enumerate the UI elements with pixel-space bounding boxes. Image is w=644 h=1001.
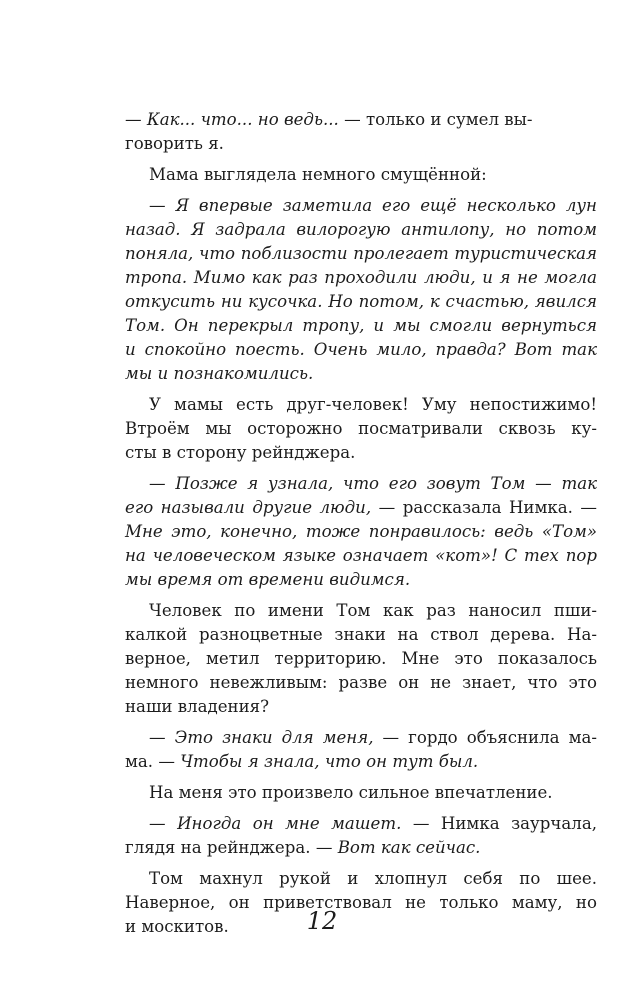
text-line [125, 695, 597, 719]
page-number: 12 [306, 907, 338, 935]
text-line [125, 496, 597, 520]
text-run: На меня это произвело сильное впечатление. [149, 783, 553, 802]
text-line [125, 544, 597, 568]
text-line [125, 726, 597, 750]
text-run: Мама выглядела немного смущённой: [149, 165, 487, 184]
text-run: — Иногда он мне машет. [149, 814, 402, 833]
text-run: глядя на рейнджера. — [125, 838, 333, 857]
text-run: — только и сумел вы- [338, 110, 533, 129]
text-run: — Я впервые заметила его ещё несколько лун [149, 196, 597, 215]
text-line [125, 568, 597, 592]
text-line [125, 671, 597, 695]
text-line [125, 472, 597, 496]
text-line [125, 132, 597, 156]
text-run: и москитов. [125, 917, 229, 936]
text-line [125, 393, 597, 417]
text-run: его называли другие люди, [125, 498, 372, 517]
text-run: Человек по имени Том как раз наносил пши- [149, 601, 597, 620]
page-body [125, 108, 597, 939]
text-line [125, 867, 597, 891]
text-line [125, 266, 597, 290]
text-run: У мамы есть друг-человек! Уму непостижимо! [149, 395, 597, 414]
text-line [125, 836, 597, 860]
text-run: тропа. Мимо как раз проходили люди, и я не могла [125, 268, 597, 287]
text-run: сты в сторону рейнджера. [125, 443, 356, 462]
text-line [125, 812, 597, 836]
text-run: мы время от времени видимся. [125, 570, 411, 589]
text-line [125, 163, 597, 187]
text-run: Чтобы я знала, что он тут был. [174, 752, 479, 771]
text-line [125, 108, 597, 132]
text-line [125, 750, 597, 774]
text-line [125, 314, 597, 338]
text-line [125, 441, 597, 465]
text-run: Вот как сейчас. [332, 838, 481, 857]
text-line [125, 242, 597, 266]
text-line [125, 362, 597, 386]
text-run: на человеческом языке означает «кот»! С тех пор [125, 546, 597, 565]
text-line [125, 194, 597, 218]
text-run: Наверное, он приветствовал не только маму, но [125, 893, 597, 912]
text-run: Втроём мы осторожно посматривали сквозь ку- [125, 419, 597, 438]
text-run: Мне это, конечно, тоже понравилось: ведь «Том» [125, 522, 597, 541]
text-run: и спокойно поесть. Очень мило, правда? Вот так [125, 340, 597, 359]
text-run: мы и познакомились. [125, 364, 314, 383]
text-line [125, 623, 597, 647]
text-run: Том махнул рукой и хлопнул себя по шее. [149, 869, 597, 888]
text-run: — рассказала Нимка. — [371, 498, 597, 517]
text-run: — Позже я узнала, что его зовут Том — так [149, 474, 597, 493]
text-run: ма. — [125, 752, 175, 771]
text-line [125, 290, 597, 314]
text-run: говорить я. [125, 134, 224, 153]
text-run: поняла, что поблизости пролегает туристическая [125, 244, 597, 263]
text-run: Том. Он перекрыл тропу, и мы смогли вернуться [125, 316, 597, 335]
text-run: наши владения? [125, 697, 270, 716]
text-run: — гордо объяснила ма- [373, 728, 597, 747]
text-line [125, 599, 597, 623]
text-run: откусить ни кусочка. Но потом, к счастью, явился [125, 292, 597, 311]
text-run: калкой разноцветные знаки на ствол дерева. На- [125, 625, 597, 644]
text-line [125, 338, 597, 362]
text-run: — Как... что... но ведь... [125, 110, 339, 129]
text-line [125, 218, 597, 242]
text-run: немного невежливым: разве он не знает, что это [125, 673, 597, 692]
text-run: — Это знаки для меня, [149, 728, 374, 747]
text-line [125, 520, 597, 544]
text-line [125, 647, 597, 671]
text-line [125, 781, 597, 805]
text-run: — Нимка заурчала, [401, 814, 597, 833]
text-line [125, 417, 597, 441]
text-run: назад. Я задрала вилорогую антилопу, но потом [125, 220, 597, 239]
text-run: верное, метил территорию. Мне это показалось [125, 649, 597, 668]
